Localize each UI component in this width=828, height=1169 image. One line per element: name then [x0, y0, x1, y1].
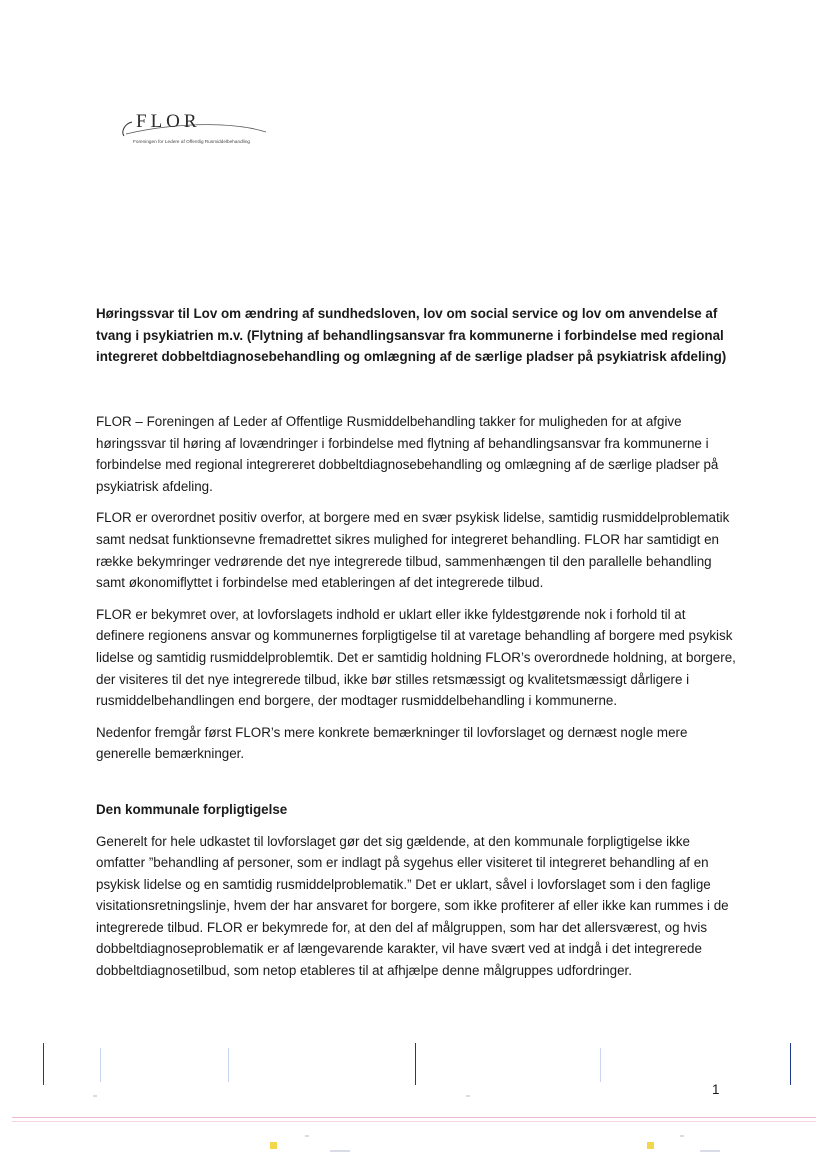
scan-artifact-mark	[330, 1150, 350, 1152]
scan-artifact-mark	[305, 1135, 309, 1137]
scan-artifact-mark	[700, 1150, 720, 1152]
paragraph: Generelt for hele udkastet til lovforslaget gør det sig gældende, at den kommunale forpligtigelse ikke omfatter ”behandling af personer, som er indlagt på sygehus eller visiteret til integreret behandling af en psykisk lidelse og en samtidig rusmiddelproblematik.” Det er uklart, såvel i lovforslaget som i den faglige visitationsretningslinje, hvem der har ansvaret for borgere, som ikke profiterer af eller ikke kan rummes i de integrerede tilbud. FLOR er bekymrede for, at den del af målgruppen, som har det allersværest, og hvis dobbeltdiagnoseproblematik er af længevarende karakter, vil have svært ved at indgå i det integrerede dobbeltdiagnosetilbud, som netop etableres til at afhjælpe denne målgruppes udfordringer.	[96, 833, 729, 979]
paragraph: FLOR er bekymret over, at lovforslagets indhold er uklart eller ikke fyldestgørende nok i forhold til at definere regionens ansvar og kommunernes forpligtigelse til at varetage behandling af borgere med psykisk lidelse og samtidig rusmiddelproblemtik. Det er samtidig holdning FLOR’s overordnede holdning, at borgere, der visiteres til det nye integrerede tilbud, ikke bør stilles retsmæssigt og kvalitetsmæssigt dårligere i rusmiddelbehandlingen end borgere, der modtager rusmiddelbehandling i kommunerne.	[96, 606, 736, 709]
document-title: Høringssvar til Lov om ændring af sundhedsloven, lov om social service og lov om anvendelse af tvang i psykiatrien m.v. (Flytning af behandlingsansvar fra kommunerne i forbindelse med regional integreret dobbeltdiagnosebehandling og omlægning af de særlige pladser på psykiatrisk afdeling)	[96, 306, 727, 365]
flor-logo	[118, 108, 278, 152]
scan-artifact-mark	[680, 1135, 684, 1137]
paragraph: FLOR – Foreningen af Leder af Offentlige Rusmiddelbehandling takker for muligheden for at afgive høringssvar til høring af lovændringer i forbindelse med flytning af behandlingsansvar fra kommunerne i forbindelse med regional integrereret dobbeltdiagnosebehandling og omlægning af de særlige pladser på psykiatrisk afdeling.	[96, 414, 719, 494]
scan-artifact-mark	[466, 1095, 470, 1097]
scan-artifact-mark	[93, 1095, 97, 1097]
paragraph: FLOR er overordnet positiv overfor, at borgere med en svær psykisk lidelse, samtidig rusmiddelproblematik samt nedsat funktionsevne fremadrettet sikres mulighed for integreret behandling. FLOR har samtidigt en række bekymringer vedrørende det nye integrerede tilbud, sammenhængen til den parallelle behandling samt økonomiflyttet i forbindelse med etableringen af det integrerede tilbud.	[96, 510, 730, 591]
page-number: 1	[712, 1082, 720, 1097]
document-body	[96, 411, 736, 992]
scan-artifact-line	[790, 1043, 791, 1085]
scan-artifact-line	[12, 1121, 816, 1122]
section-heading: Den kommunale forpligtigelse	[96, 801, 288, 817]
logo-tagline: Foreningen for Ledere af Offentlig Rusmiddelbehandling	[133, 139, 251, 144]
scan-artifact-line	[228, 1048, 229, 1082]
scan-artifact-line	[12, 1117, 816, 1118]
paragraph: Nedenfor fremgår først FLOR’s mere konkrete bemærkninger til lovforslaget og dernæst nogle mere generelle bemærkninger.	[96, 724, 688, 762]
scan-artifact-mark	[647, 1142, 654, 1149]
scan-artifact-line	[600, 1048, 601, 1082]
scan-artifact-mark	[270, 1142, 277, 1149]
scan-artifact-line	[415, 1043, 416, 1085]
scan-artifact-line	[43, 1043, 44, 1085]
logo-wordmark: FLOR	[136, 111, 201, 132]
scan-artifact-line	[100, 1048, 101, 1082]
